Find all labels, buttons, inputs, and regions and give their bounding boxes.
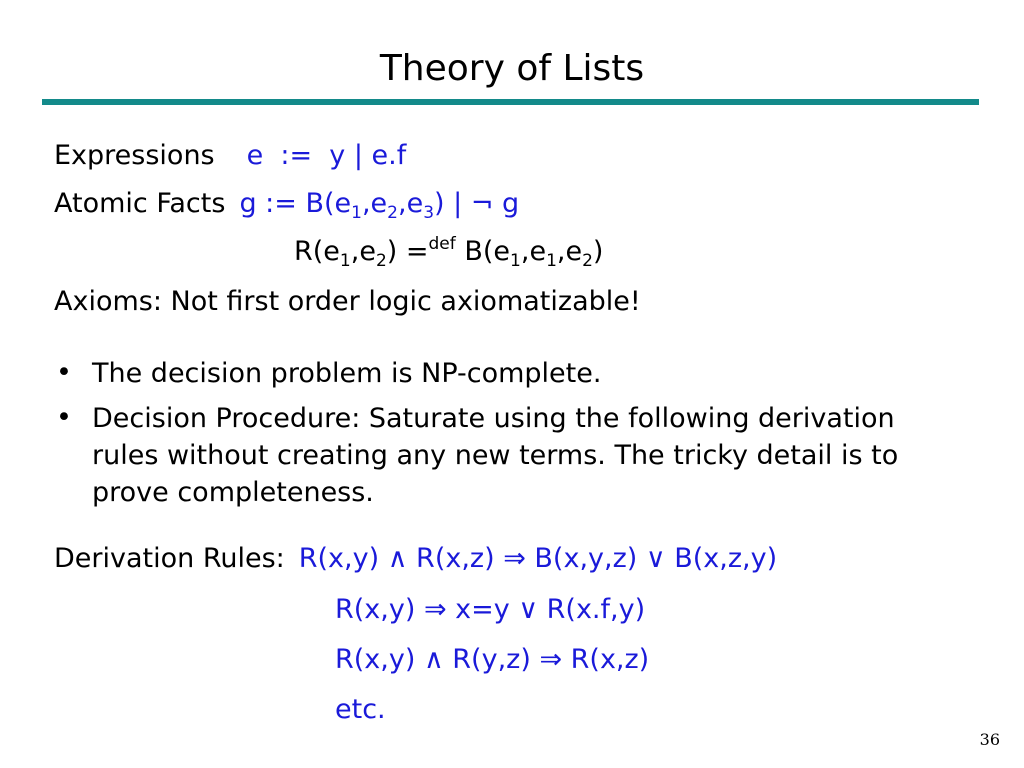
derivation-rule: etc. [335,694,386,725]
expressions-label: Expressions [54,140,215,171]
derivation-line [54,541,777,577]
bullet-text: Decision Procedure: Saturate using the following derivation rules without creating any new terms. The tricky detail is to prove completeness. [92,403,899,508]
atomic-facts-formula: g := $B(e_1,e_2,e_3)$ | ¬ g [239,188,520,223]
atomic-facts-label: Atomic Facts [54,188,226,219]
bullet-text: The decision problem is NP-complete. [92,358,602,389]
title-divider [42,99,979,105]
atomic-facts-line [54,186,519,222]
expressions-line [54,138,406,174]
bullet-marker: • [56,357,72,388]
derivation-rule: R(x,y) ∧ R(y,z) ⇒ R(x,z) [335,644,650,675]
axioms-line: Axioms: Not first order logic axiomatizable! [54,286,641,317]
expressions-rule: e := y | e.f [246,140,407,171]
bullet-marker: • [56,402,72,433]
derivation-rule: R(x,y) ∧ R(x,z) ⇒ B(x,y,z) ∨ B(x,z,y) [298,543,778,574]
derivation-rule: R(x,y) ⇒ x=y ∨ R(x.f,y) [335,594,646,625]
derivation-label: Derivation Rules: [54,543,285,574]
page-number: 36 [979,730,1000,749]
slide-title: Theory of Lists [379,48,645,89]
r-definition: $R(e_1,e_2) =^{def}$ $B(e_1,e_1,e_2)$ [294,234,604,271]
